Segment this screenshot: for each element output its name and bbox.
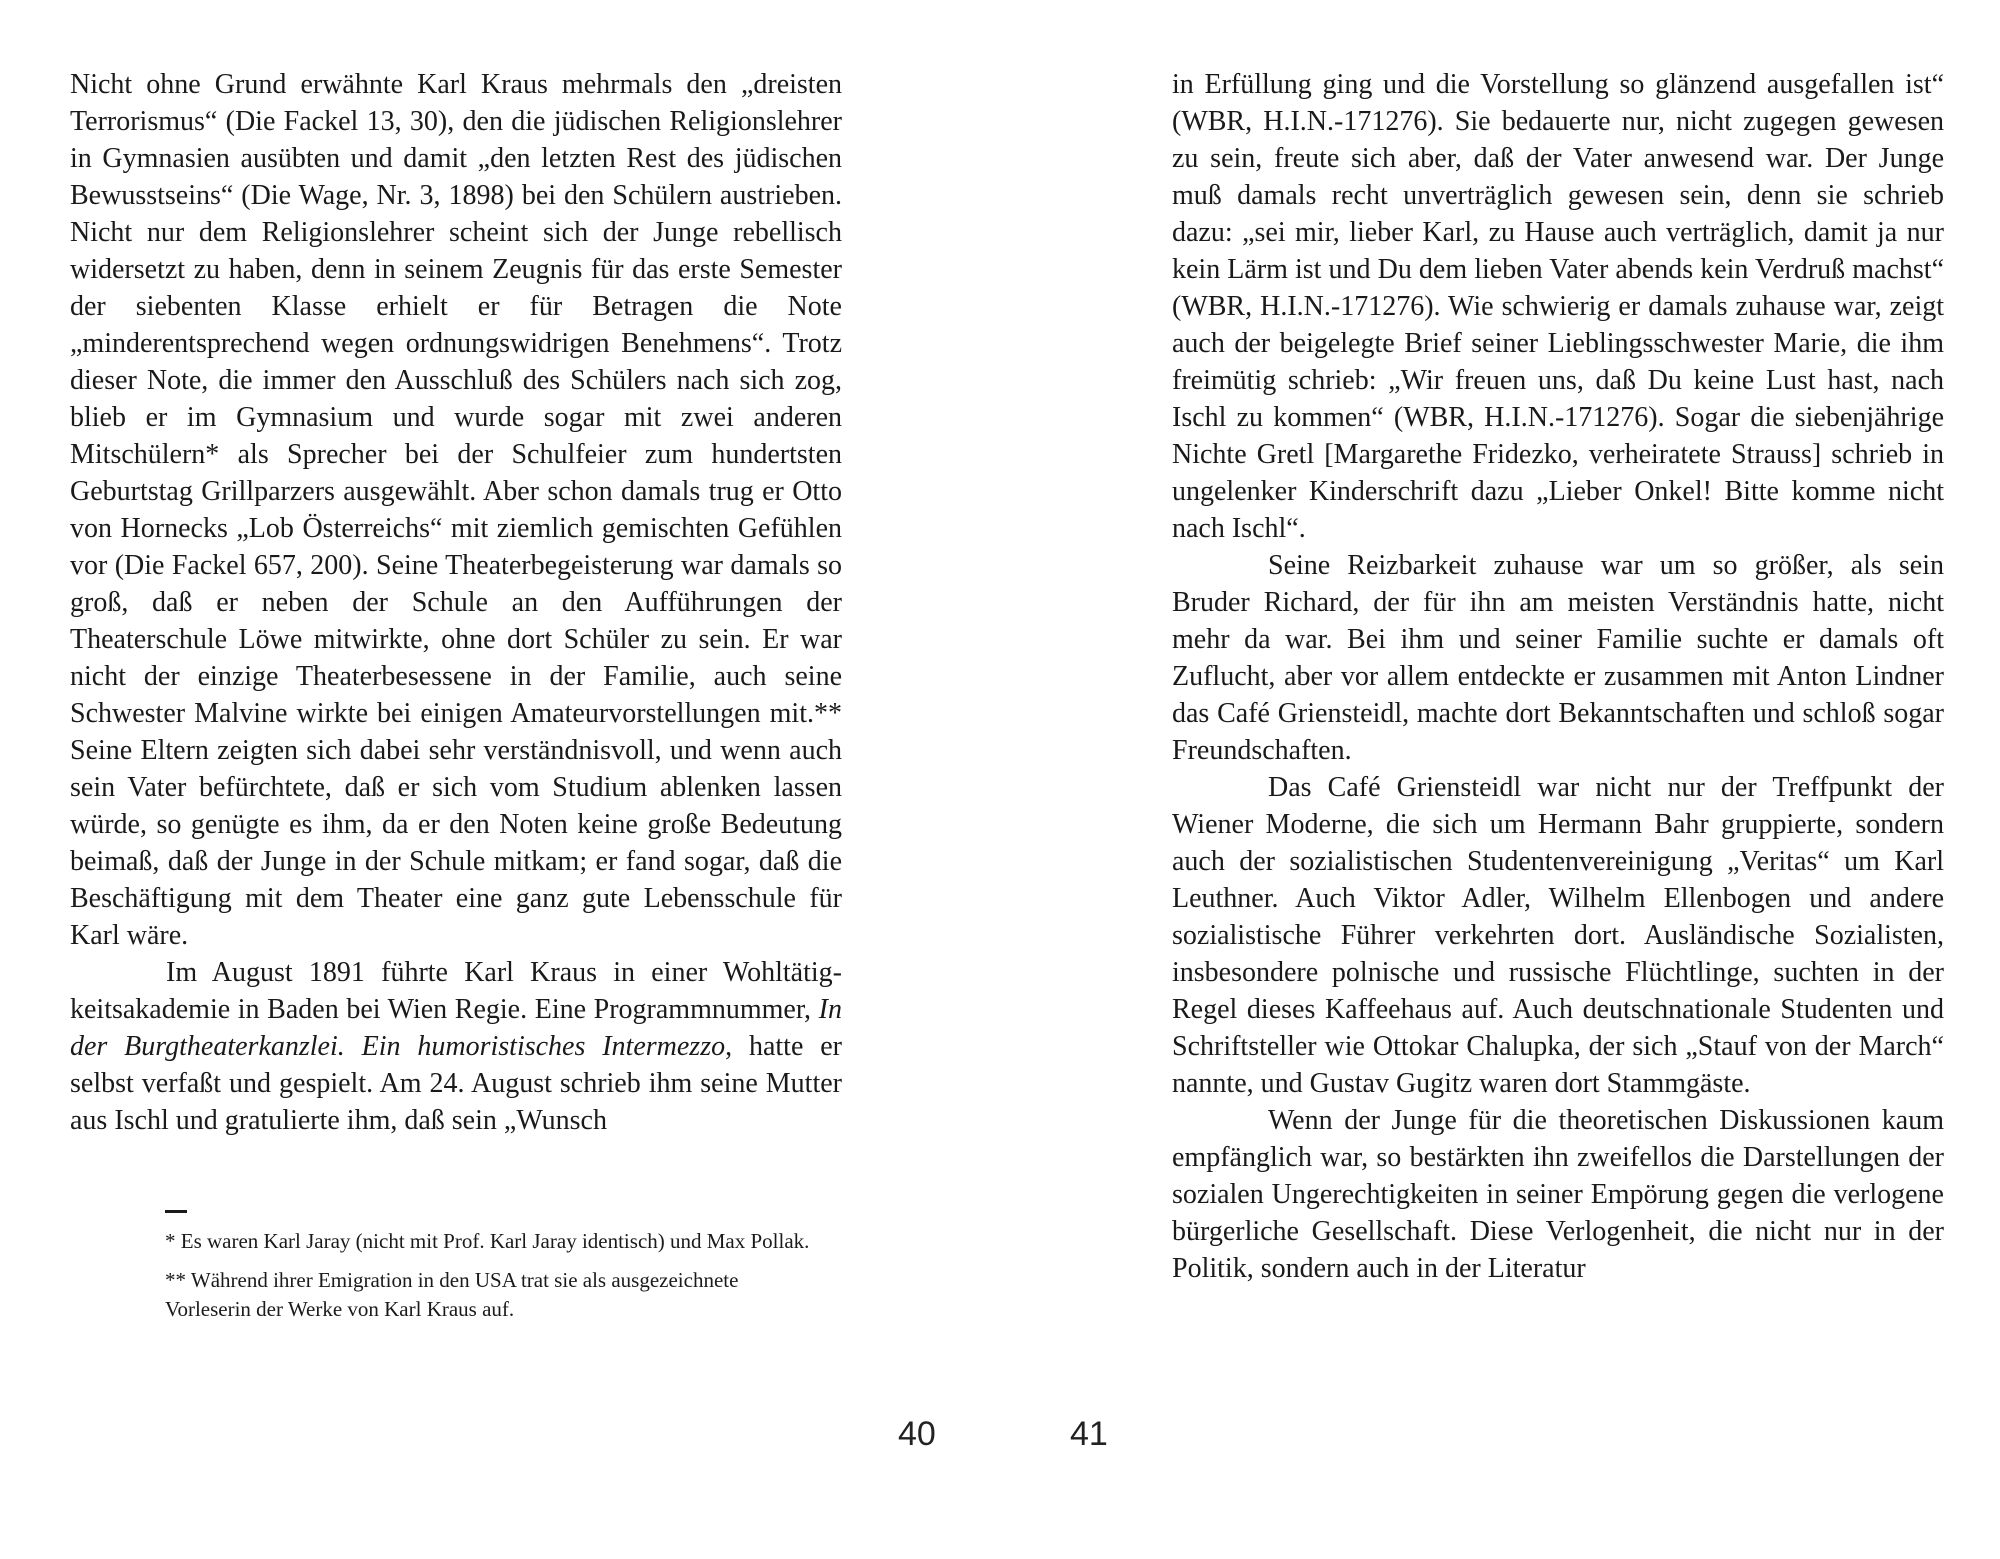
text-run: Seine Reizbarkeit zuhause war um so größer, als sein Bruder Richard, der für ihn am meisten Verständnis hatte, nicht mehr da war. Bei ihm und seiner Familie suchte er damals oft Zuflucht, aber vor allem entdeckte er zusammen mit Anton Lindner das Café Griensteidl, machte dort Bekanntschaften und schloß sogar Freundschaften. [1172, 550, 1944, 766]
footnote: ** Während ihrer Emigration in den USA trat sie als ausgezeichnete Vorleserin der Werke von Karl Kraus auf. [165, 1268, 739, 1321]
page-number-right: 41 [1070, 1415, 1108, 1453]
footnote-rule [165, 1210, 187, 1213]
footnote: * Es waren Karl Jaray (nicht mit Prof. Karl Jaray identisch) und Max Pollak. [165, 1229, 810, 1253]
page-number-left: 40 [898, 1415, 936, 1453]
text-run: Wenn der Junge für die theoretischen Diskussionen kaum empfänglich war, so bestärkten ihn zweifellos die Darstellungen der sozialen Ungerechtigkeiten in seiner Empörung gegen die verlogene bürgerliche Gesellschaft. Diese Verlogenheit, die nicht nur in der Politik, sondern auch in der Literatur [1172, 1105, 1944, 1284]
paragraph [70, 66, 842, 954]
right-page [1000, 0, 2000, 1559]
paragraph [1172, 769, 1944, 1102]
right-body-text [1172, 66, 1944, 1287]
text-run: Nicht ohne Grund erwähnte Karl Kraus mehrmals den „dreisten Terrorismus“ (Die Fackel 13, 30), den die jüdischen Religionslehrer in Gymnasien ausübten und damit „den letzten Rest des jüdischen Bewusstseins“ (Die Wage, Nr. 3, 1898) bei den Schülern austrieben. Nicht nur dem Religionslehrer scheint sich der Junge rebellisch widersetzt zu haben, denn in seinem Zeugnis für das erste Semester der siebenten Klasse erhielt er für Betragen die Note „minderentsprechend wegen ordnungswidrigen Benehmens“. Trotz dieser Note, die immer den Ausschluß des Schülers nach sich zog, blieb er im Gymnasium und wurde sogar mit zwei anderen Mitschülern* als Sprecher bei der Schulfeier zum hundertsten Geburtstag Grillparzers ausgewählt. Aber schon damals trug er Otto von Hornecks „Lob Österreichs“ mit ziemlich gemischten Gefühlen vor (Die Fackel 657, 200). Seine Theaterbegeisterung war damals so groß, daß er neben der Schule an den Aufführungen der Theaterschule Löwe mitwirkte, ohne dort Schüler zu sein. Er war nicht der einzige Theaterbesessene in der Familie, auch seine Schwester Malvine wirkte bei einigen Amateurvorstellungen mit.** Seine Eltern zeigten sich dabei sehr verständnisvoll, und wenn auch sein Vater befürchtete, daß er sich vom Studium ablenken lassen würde, so genügte es ihm, da er den Noten keine große Bedeutung beimaß, daß der Junge in der Schule mitkam; er fand sogar, daß die Beschäftigung mit dem Theater eine ganz gute Lebensschule für Karl wäre. [70, 69, 842, 951]
footnotes [165, 1210, 825, 1334]
italic-title-run: In der Burgtheaterkanzlei. Ein humoristisches Intermezzo [70, 994, 842, 1062]
text-run: Das Café Griensteidl war nicht nur der Treffpunkt der Wiener Moderne, die sich um Hermann Bahr gruppierte, sondern auch der sozialistischen Studentenvereinigung „Veritas“ um Karl Leuthner. Auch Viktor Adler, Wilhelm Ellenbogen und andere sozialistische Führer verkehrten dort. Ausländische Sozialisten, insbesondere polnische und russische Flüchtlinge, suchten in der Regel dieses Kaffeehaus auf. Auch deutschnationale Studenten und Schriftsteller wie Ottokar Chalupka, der sich „Stauf von der March“ nannte, und Gustav Gugitz waren dort Stammgäste. [1172, 772, 1944, 1099]
paragraph [1172, 547, 1944, 769]
text-run: Im August 1891 führte Karl Kraus in einer Wohltätigkeitsakademie in Baden bei Wien Regie. Eine Programmnummer, [70, 957, 842, 1025]
paragraph [70, 954, 842, 1139]
left-body-text [70, 66, 842, 1139]
paragraph [1172, 1102, 1944, 1287]
text-run: in Erfüllung ging und die Vorstellung so glänzend ausgefallen ist“ (WBR, H.I.N.-171276). Sie bedauerte nur, nicht zugegen gewesen zu sein, freute sich aber, daß der Vater anwesend war. Der Junge muß damals recht unverträglich gewesen sein, denn sie schrieb dazu: „sei mir, lieber Karl, zu Hause auch verträglich, damit ja nur kein Lärm ist und Du dem lieben Vater abends kein Verdruß machst“ (WBR, H.I.N.-171276). Wie schwierig er damals zuhause war, zeigt auch der beigelegte Brief seiner Lieblingsschwester Marie, die ihm freimütig schrieb: „Wir freuen uns, daß Du keine Lust hast, nach Ischl zu kommen“ (WBR, H.I.N.-171276). Sogar die siebenjährige Nichte Gretl [Margarethe Fridezko, verheiratete Strauss] schrieb in ungelenker Kinderschrift dazu „Lieber Onkel! Bitte komme nicht nach Ischl“. [1172, 69, 1944, 544]
paragraph [1172, 66, 1944, 547]
text-run: , hatte er selbst verfaßt und gespielt. Am 24. August schrieb ihm seine Mutter aus Ischl und gratulierte ihm, daß sein „Wunsch [70, 1031, 842, 1136]
